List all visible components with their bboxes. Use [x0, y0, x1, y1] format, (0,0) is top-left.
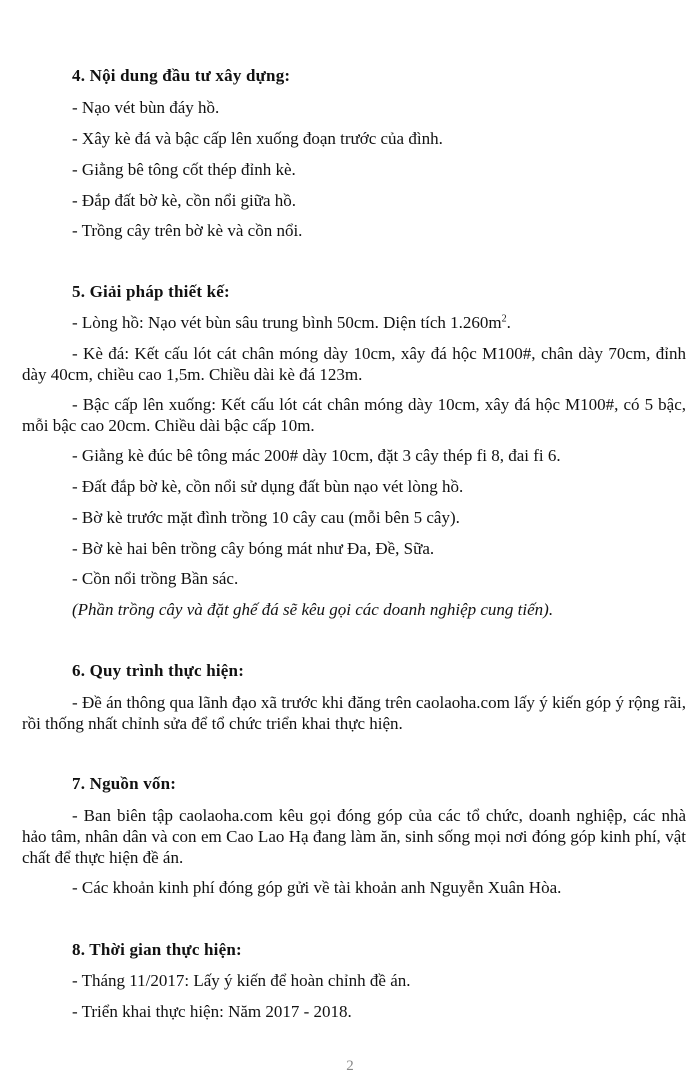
- page-number: 2: [346, 1058, 354, 1074]
- list-item: - Giằng bê tông cốt thép đỉnh kè.: [72, 160, 296, 179]
- list-item: - Các khoản kinh phí đóng góp gửi về tài khoản anh Nguyễn Xuân Hòa.: [72, 878, 562, 897]
- list-item: - Đất đắp bờ kè, cồn nổi sử dụng đất bùn nạo vét lòng hồ.: [72, 477, 464, 496]
- list-item: - Bờ kè trước mặt đình trồng 10 cây cau (mỗi bên 5 cây).: [72, 508, 460, 527]
- list-item: - Nạo vét bùn đáy hồ.: [72, 98, 220, 117]
- list-item: - Giằng kè đúc bê tông mác 200# dày 10cm, đặt 3 cây thép fi 8, đai fi 6.: [72, 446, 561, 465]
- list-item: - Đắp đất bờ kè, cồn nổi giữa hồ.: [72, 191, 297, 210]
- list-item: - Trồng cây trên bờ kè và cồn nổi.: [72, 221, 303, 240]
- section-6-heading: 6. Quy trình thực hiện:: [72, 661, 245, 680]
- section-5-heading: 5. Giải pháp thiết kế:: [72, 282, 230, 301]
- list-item: [72, 313, 511, 333]
- list-item: - Tháng 11/2017: Lấy ý kiến để hoàn chỉnh đề án.: [72, 971, 411, 990]
- list-item-end: .: [506, 313, 511, 332]
- paragraph: - Đề án thông qua lãnh đạo xã trước khi đăng trên caolaoha.com lấy ý kiến góp ý rộng rãi, rồi thống nhất chỉnh sửa để tổ chức triển khai thực hiện.: [22, 693, 686, 733]
- list-item: - Bờ kè hai bên trồng cây bóng mát như Đa, Đề, Sữa.: [72, 539, 435, 558]
- list-item: - Xây kè đá và bậc cấp lên xuống đoạn trước của đình.: [72, 129, 443, 148]
- paragraph: - Kè đá: Kết cấu lót cát chân móng dày 10cm, xây đá hộc M100#, chân dày 70cm, đỉnh dày 40cm, chiều cao 1,5m. Chiều dài kè đá 123m.: [22, 344, 686, 384]
- section-4-heading: 4. Nội dung đầu tư xây dựng:: [72, 66, 291, 85]
- section-7-heading: 7. Nguồn vốn:: [72, 774, 177, 793]
- paragraph: - Ban biên tập caolaoha.com kêu gọi đóng góp của các tổ chức, doanh nghiệp, các nhà hảo tâm, nhân dân và con em Cao Lao Hạ đang làm ăn, sinh sống mọi nơi đóng góp kinh phí, vật chất để thực hiện đề án.: [22, 806, 686, 867]
- list-item-text: - Lòng hồ: Nạo vét bùn sâu trung bình 50cm. Diện tích 1.260m: [72, 313, 502, 332]
- note: (Phần trồng cây và đặt ghế đá sẽ kêu gọi các doanh nghiệp cung tiến).: [72, 600, 554, 619]
- superscript: 2: [501, 313, 507, 325]
- paragraph: - Bậc cấp lên xuống: Kết cấu lót cát chân móng dày 10cm, xây đá hộc M100#, có 5 bậc, mỗi bậc cao 20cm. Chiều dài bậc cấp 10m.: [22, 395, 686, 435]
- list-item: - Cồn nổi trồng Bần sác.: [72, 569, 239, 588]
- list-item: - Triển khai thực hiện: Năm 2017 - 2018.: [72, 1002, 352, 1021]
- section-8-heading: 8. Thời gian thực hiện:: [72, 940, 242, 959]
